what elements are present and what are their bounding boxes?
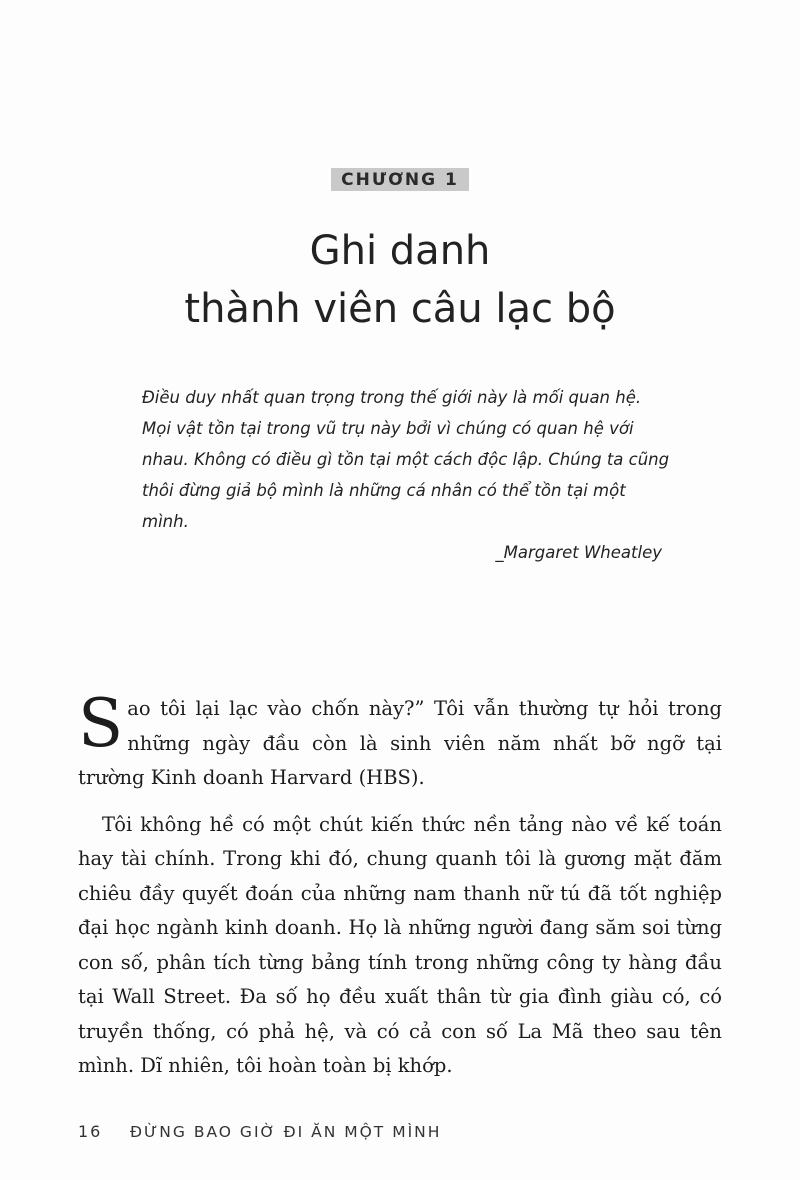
body-paragraph-2: Tôi không hề có một chút kiến thức nền tảng nào về kế toán hay tài chính. Trong khi đó, chung quanh tôi là gương mặt đăm chiêu đầy quyết đoán của những nam thanh nữ tú đã tốt nghiệp đại học ngành kinh doanh. Họ là những người đang săm soi từng con số, phân tích từng bảng tính trong những công ty hàng đầu tại Wall Street. Đa số họ đều xuất thân từ gia đình giàu có, có truyền thống, có phả hệ, và có cả con số La Mã theo sau tên mình. Dĩ nhiên, tôi hoàn toàn bị khớp. bbox=[78, 812, 722, 1077]
drop-cap: S bbox=[78, 685, 124, 762]
chapter-title bbox=[0, 222, 800, 338]
body-paragraph-1-text: ao tôi lại lạc vào chốn này?” Tôi vẫn thường tự hỏi trong những ngày đầu còn là sinh viên năm nhất bỡ ngỡ tại trường Kinh doanh Harvard (HBS). bbox=[78, 697, 722, 789]
page-number: 16 bbox=[78, 1122, 103, 1141]
chapter-title-line-1: Ghi danh bbox=[309, 228, 491, 274]
chapter-title-line-2: thành viên câu lạc bộ bbox=[184, 286, 616, 332]
epigraph-author: _Margaret Wheatley bbox=[495, 543, 662, 562]
epigraph bbox=[142, 382, 672, 568]
body-text bbox=[78, 685, 722, 1084]
body-paragraph-1 bbox=[78, 685, 722, 796]
epigraph-quote: Điều duy nhất quan trọng trong thế giới này là mối quan hệ. Mọi vật tồn tại trong vũ trụ này bởi vì chúng có quan hệ với nhau. Không có điều gì tồn tại một cách độc lập. Chúng ta cũng thôi đừng giả bộ mình là những cá nhân có thể tồn tại một mình. bbox=[142, 388, 670, 531]
chapter-label-text: CHƯƠNG 1 bbox=[331, 168, 469, 191]
chapter-label bbox=[0, 168, 800, 191]
running-title: ĐỪNG BAO GIỜ ĐI ĂN MỘT MÌNH bbox=[130, 1123, 442, 1141]
page-footer bbox=[78, 1122, 718, 1141]
